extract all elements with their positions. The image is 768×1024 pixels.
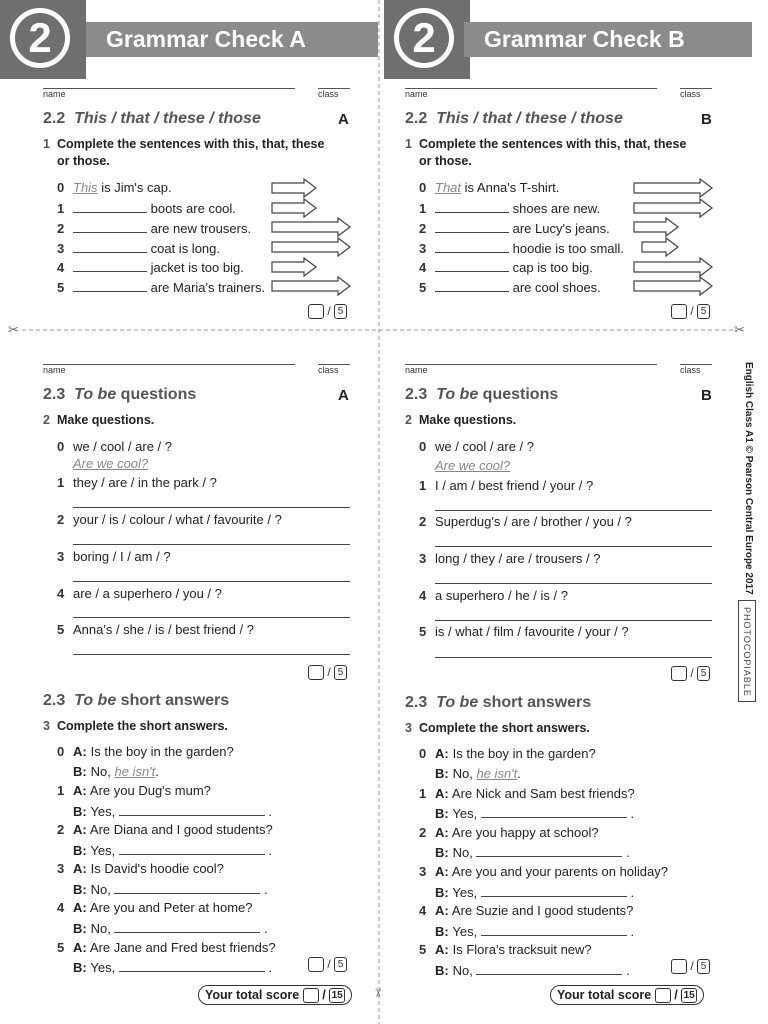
section-title: 2.2 This / that / these / those — [43, 110, 261, 127]
answer-line[interactable] — [435, 546, 712, 547]
arrow-near-icon — [272, 179, 316, 197]
section-title: 2.2 This / that / these / those — [405, 110, 623, 127]
arrow-far-icon — [634, 199, 712, 217]
list-item: 3 hoodie is too small. — [419, 241, 624, 256]
list-item: 4 are / a superhero / you / ? — [57, 586, 222, 601]
answer: B: No, . — [435, 963, 630, 978]
name-field[interactable] — [43, 364, 295, 365]
name-label: name — [43, 89, 66, 99]
name-label: name — [43, 365, 66, 375]
list-item: 0 we / cool / are / ? — [419, 439, 534, 454]
class-field[interactable] — [680, 88, 712, 89]
answer-blank[interactable] — [119, 803, 265, 816]
list-item: 5 Anna's / she / is / best friend / ? — [57, 622, 254, 637]
total-score: Your total score / 15 — [550, 985, 704, 1005]
score-box: / 5 — [671, 666, 710, 681]
question: 5 A: Are Jane and Fred best friends? — [57, 940, 276, 955]
section-title: 2.3 To be questions — [405, 386, 559, 403]
arrow-far-icon — [272, 238, 350, 256]
class-field[interactable] — [318, 88, 350, 89]
side-credit — [736, 362, 758, 702]
answer: B: No, . — [73, 921, 268, 936]
answer-blank[interactable] — [435, 240, 509, 253]
list-item: 0 we / cool / are / ? — [57, 439, 172, 454]
answer-blank[interactable] — [476, 962, 622, 975]
answer-line[interactable] — [435, 583, 712, 584]
answer-blank[interactable] — [435, 259, 509, 272]
answer-blank[interactable] — [481, 805, 627, 818]
class-label: class — [318, 89, 339, 99]
list-item: 0 This is Jim's cap. — [57, 180, 172, 195]
answer-blank[interactable] — [114, 920, 260, 933]
arrow-far-icon — [634, 277, 712, 295]
list-item: 4 cap is too big. — [419, 260, 593, 275]
section-title: 2.3 To be short answers — [405, 694, 592, 711]
instruction: 2 Make questions. — [405, 413, 517, 427]
page-title: Grammar Check B — [464, 22, 752, 57]
arrow-far-icon — [272, 277, 350, 295]
answer-blank[interactable] — [73, 200, 147, 213]
answer-line[interactable] — [73, 507, 350, 508]
list-item: 3 long / they / are / trousers / ? — [419, 551, 601, 566]
list-item: 4 jacket is too big. — [57, 260, 244, 275]
question: 0 A: Is the boy in the garden? — [419, 746, 596, 761]
answer-blank[interactable] — [73, 279, 147, 292]
arrow-near-icon — [642, 238, 678, 256]
list-item: 1 boots are cool. — [57, 201, 236, 216]
class-field[interactable] — [680, 364, 712, 365]
answer: B: Yes, . — [73, 804, 273, 819]
answer: B: Yes, . — [73, 960, 273, 975]
scissors-icon: ✂ — [8, 322, 19, 337]
question: 4 A: Are Suzie and I good students? — [419, 903, 634, 918]
section-title: 2.3 To be short answers — [43, 692, 230, 709]
arrow-icons — [632, 178, 716, 298]
answer: B: No, . — [73, 882, 268, 897]
arrow-far-icon — [634, 179, 712, 197]
question: 2 A: Are Diana and I good students? — [57, 822, 273, 837]
answer-line[interactable] — [73, 581, 350, 582]
score-box: / 5 — [308, 304, 347, 319]
instruction: 1 Complete the sentences with this, that, these or those. — [405, 137, 687, 168]
total-score: Your total score / 15 — [198, 985, 352, 1005]
class-field[interactable] — [318, 364, 350, 365]
list-item: 4 a superhero / he / is / ? — [419, 588, 568, 603]
answer-line[interactable] — [73, 617, 350, 618]
instruction: 3 Complete the short answers. — [43, 719, 228, 733]
question: 2 A: Are you happy at school? — [419, 825, 599, 840]
scissors-icon: ✂ — [371, 987, 386, 999]
section-title: 2.3 To be questions — [43, 386, 197, 403]
answer: B: Yes, . — [73, 843, 273, 858]
copyright-text: English Class A1 © Pearson Central Europe 2017 — [743, 362, 754, 595]
question: 1 A: Are Nick and Sam best friends? — [419, 786, 635, 801]
answer-blank[interactable] — [73, 259, 147, 272]
list-item: 1 they / are / in the park / ? — [57, 475, 217, 490]
answer-line[interactable] — [73, 654, 350, 655]
answer: B: Yes, . — [435, 924, 635, 939]
answer: B: Yes, . — [435, 806, 635, 821]
instruction: 1 Complete the sentences with this, that, these or those. — [43, 137, 325, 168]
question: 0 A: Is the boy in the garden? — [57, 744, 234, 759]
list-item: 1 I / am / best friend / your / ? — [419, 478, 594, 493]
answer-line[interactable] — [73, 544, 350, 545]
page-title: Grammar Check A — [86, 22, 378, 57]
answer-line[interactable] — [435, 510, 712, 511]
version-letter: A — [338, 387, 349, 404]
question: 4 A: Are you and Peter at home? — [57, 900, 253, 915]
class-label: class — [318, 365, 339, 375]
question: 3 A: Is David's hoodie cool? — [57, 861, 224, 876]
list-item: 3 boring / I / am / ? — [57, 549, 171, 564]
answer-blank[interactable] — [435, 220, 509, 233]
list-item: 5 are cool shoes. — [419, 280, 601, 295]
example-answer: Are we cool? — [435, 458, 511, 473]
name-label: name — [405, 89, 428, 99]
list-item: 2 Superdug's / are / brother / you / ? — [419, 514, 632, 529]
score-box: / 5 — [671, 959, 710, 974]
list-item: 2 your / is / colour / what / favourite / ? — [57, 512, 282, 527]
arrow-near-icon — [272, 199, 316, 217]
version-letter: A — [338, 111, 349, 128]
answer-blank[interactable] — [114, 881, 260, 894]
photocopiable-stamp: PHOTOCOPIABLE — [738, 600, 756, 702]
name-field[interactable] — [405, 364, 657, 365]
grammar-check-b — [384, 0, 768, 1024]
score-box: / 5 — [308, 957, 347, 972]
answer-blank[interactable] — [481, 884, 627, 897]
question: 3 A: Are you and your parents on holiday? — [419, 864, 668, 879]
arrow-far-icon — [634, 258, 712, 276]
list-item: 1 shoes are new. — [419, 201, 601, 216]
name-field[interactable] — [43, 88, 295, 89]
question: 5 A: Is Flora's tracksuit new? — [419, 942, 592, 957]
arrow-near-icon — [272, 258, 316, 276]
version-letter: B — [701, 111, 712, 128]
name-label: name — [405, 365, 428, 375]
arrow-near-icon — [634, 218, 678, 236]
class-label: class — [680, 89, 701, 99]
answer-blank[interactable] — [73, 240, 147, 253]
instruction: 3 Complete the short answers. — [405, 721, 590, 735]
score-box: / 5 — [308, 665, 347, 680]
answer: B: Yes, . — [435, 885, 635, 900]
list-item: 0 That is Anna's T-shirt. — [419, 180, 560, 195]
version-letter: B — [701, 387, 712, 404]
arrow-icons — [270, 178, 354, 298]
answer: B: No, . — [435, 845, 630, 860]
scissors-icon: ✂ — [734, 322, 745, 337]
list-item: 2 are Lucy's jeans. — [419, 221, 610, 236]
answer-blank[interactable] — [119, 959, 265, 972]
list-item: 5 is / what / film / favourite / your / ? — [419, 624, 629, 639]
answer-blank[interactable] — [435, 279, 509, 292]
answer: B: No, he isn't. — [73, 764, 159, 779]
answer-blank[interactable] — [476, 844, 622, 857]
unit-number: 2 — [10, 8, 70, 68]
example-answer: Are we cool? — [73, 456, 149, 471]
unit-badge — [384, 0, 470, 79]
answer: B: No, he isn't. — [435, 766, 521, 781]
list-item: 5 are Maria's trainers. — [57, 280, 266, 295]
answer-blank[interactable] — [481, 923, 627, 936]
unit-number: 2 — [394, 8, 454, 68]
instruction: 2 Make questions. — [43, 413, 155, 427]
list-item: 2 are new trousers. — [57, 221, 252, 236]
answer-line[interactable] — [435, 657, 712, 658]
list-item: 3 coat is long. — [57, 241, 220, 256]
name-field[interactable] — [405, 88, 657, 89]
answer-blank[interactable] — [435, 200, 509, 213]
answer-blank[interactable] — [73, 220, 147, 233]
question: 1 A: Are you Dug's mum? — [57, 783, 211, 798]
unit-badge — [0, 0, 86, 79]
score-box: / 5 — [671, 304, 710, 319]
class-label: class — [680, 365, 701, 375]
answer-line[interactable] — [435, 620, 712, 621]
arrow-far-icon — [272, 218, 350, 236]
answer-blank[interactable] — [119, 842, 265, 855]
